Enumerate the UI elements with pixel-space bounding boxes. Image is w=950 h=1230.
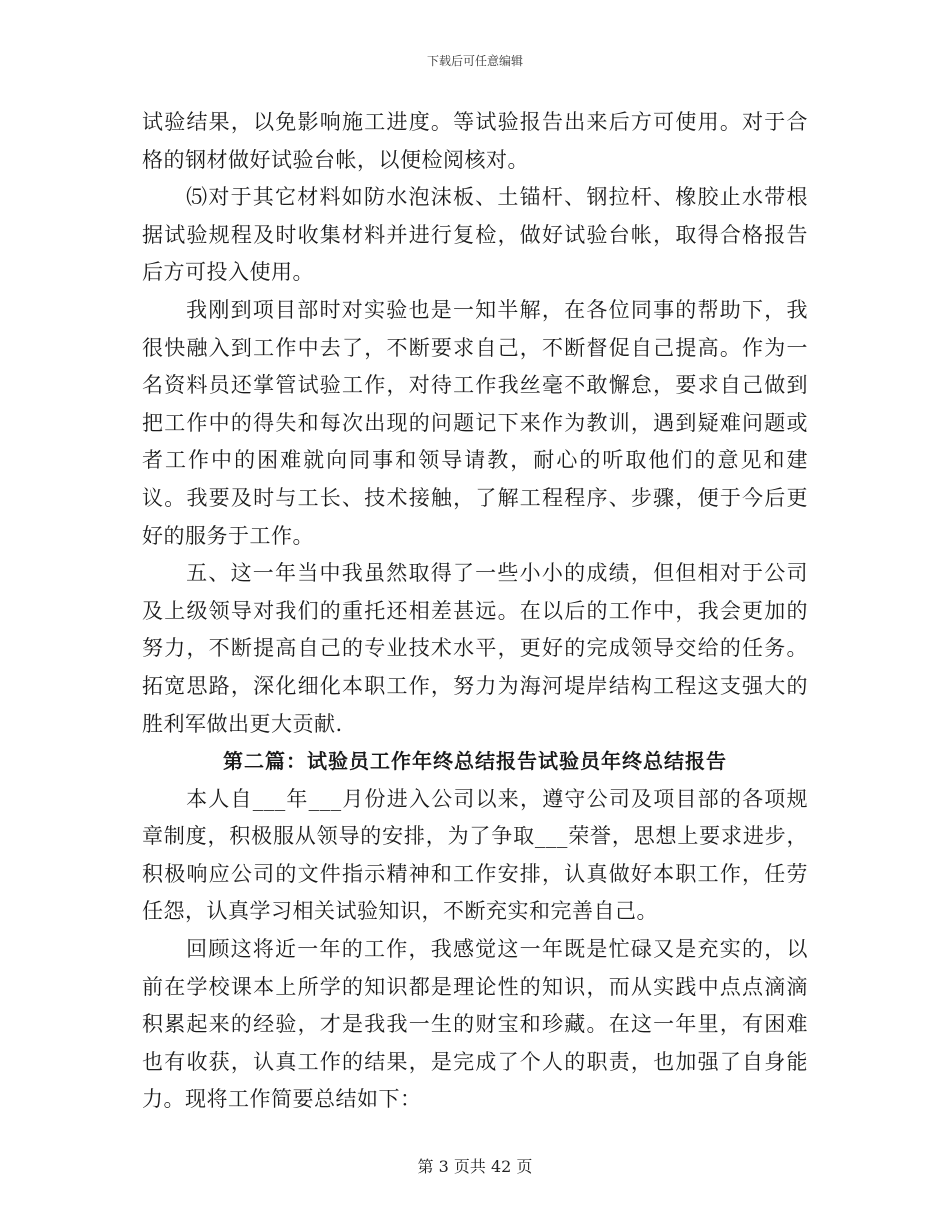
paragraph-6: 回顾这将近一年的工作，我感觉这一年既是忙碌又是充实的，以前在学校课本上所学的知识都是理论性的知识，而从实践中点点滴滴积累起来的经验，才是我我一生的财宝和珍藏。在这一年里，有困难也有收获，认真工作的结果，是完成了个人的职责，也加强了自身能力。现将工作简要总结如下：: [142, 937, 808, 1112]
paragraph-5: 本人自___年___月份进入公司以来，遵守公司及项目部的各项规章制度，积极服从领导的安排，为了争取___荣誉，思想上要求进步，积极响应公司的文件指示精神和工作安排，认真做好本职工作，任劳任怨，认真学习相关试验知识，不断充实和完善自己。: [142, 786, 808, 924]
paragraph-2: ⑸对于其它材料如防水泡沫板、土锚杆、钢拉杆、橡胶止水带根据试验规程及时收集材料并进行复检，做好试验台帐，取得合格报告后方可投入使用。: [142, 185, 808, 285]
section-title: 第二篇：试验员工作年终总结报告试验员年终总结报告: [223, 749, 727, 774]
paragraph-3: 我刚到项目部时对实验也是一知半解，在各位同事的帮助下，我很快融入到工作中去了，不断要求自己，不断督促自己提高。作为一名资料员还掌管试验工作，对待工作我丝毫不敢懈怠，要求自己做到把工作中的得失和每次出现的问题记下来作为教训，遇到疑难问题或者工作中的困难就向同事和领导请教，耐心的听取他们的意见和建议。我要及时与工长、技术接触，了解工程程序、步骤，便于今后更好的服务于工作。: [142, 297, 808, 548]
page-footer: 第 3 页共 42 页: [417, 1157, 533, 1176]
paragraph-4: 五、这一年当中我虽然取得了一些小小的成绩，但但相对于公司及上级领导对我们的重托还相差甚远。在以后的工作中，我会更加的努力，不断提高自己的专业技术水平，更好的完成领导交给的任务。拓宽思路，深化细化本职工作，努力为海河堤岸结构工程这支强大的胜利军做出更大贡献.: [142, 561, 808, 736]
document-body: [142, 104, 808, 1119]
paragraph-1: 试验结果，以免影响施工进度。等试验报告出来后方可使用。对于合格的钢材做好试验台帐，以便检阅核对。: [142, 110, 808, 172]
page-header: 下载后可任意编辑: [426, 54, 523, 68]
